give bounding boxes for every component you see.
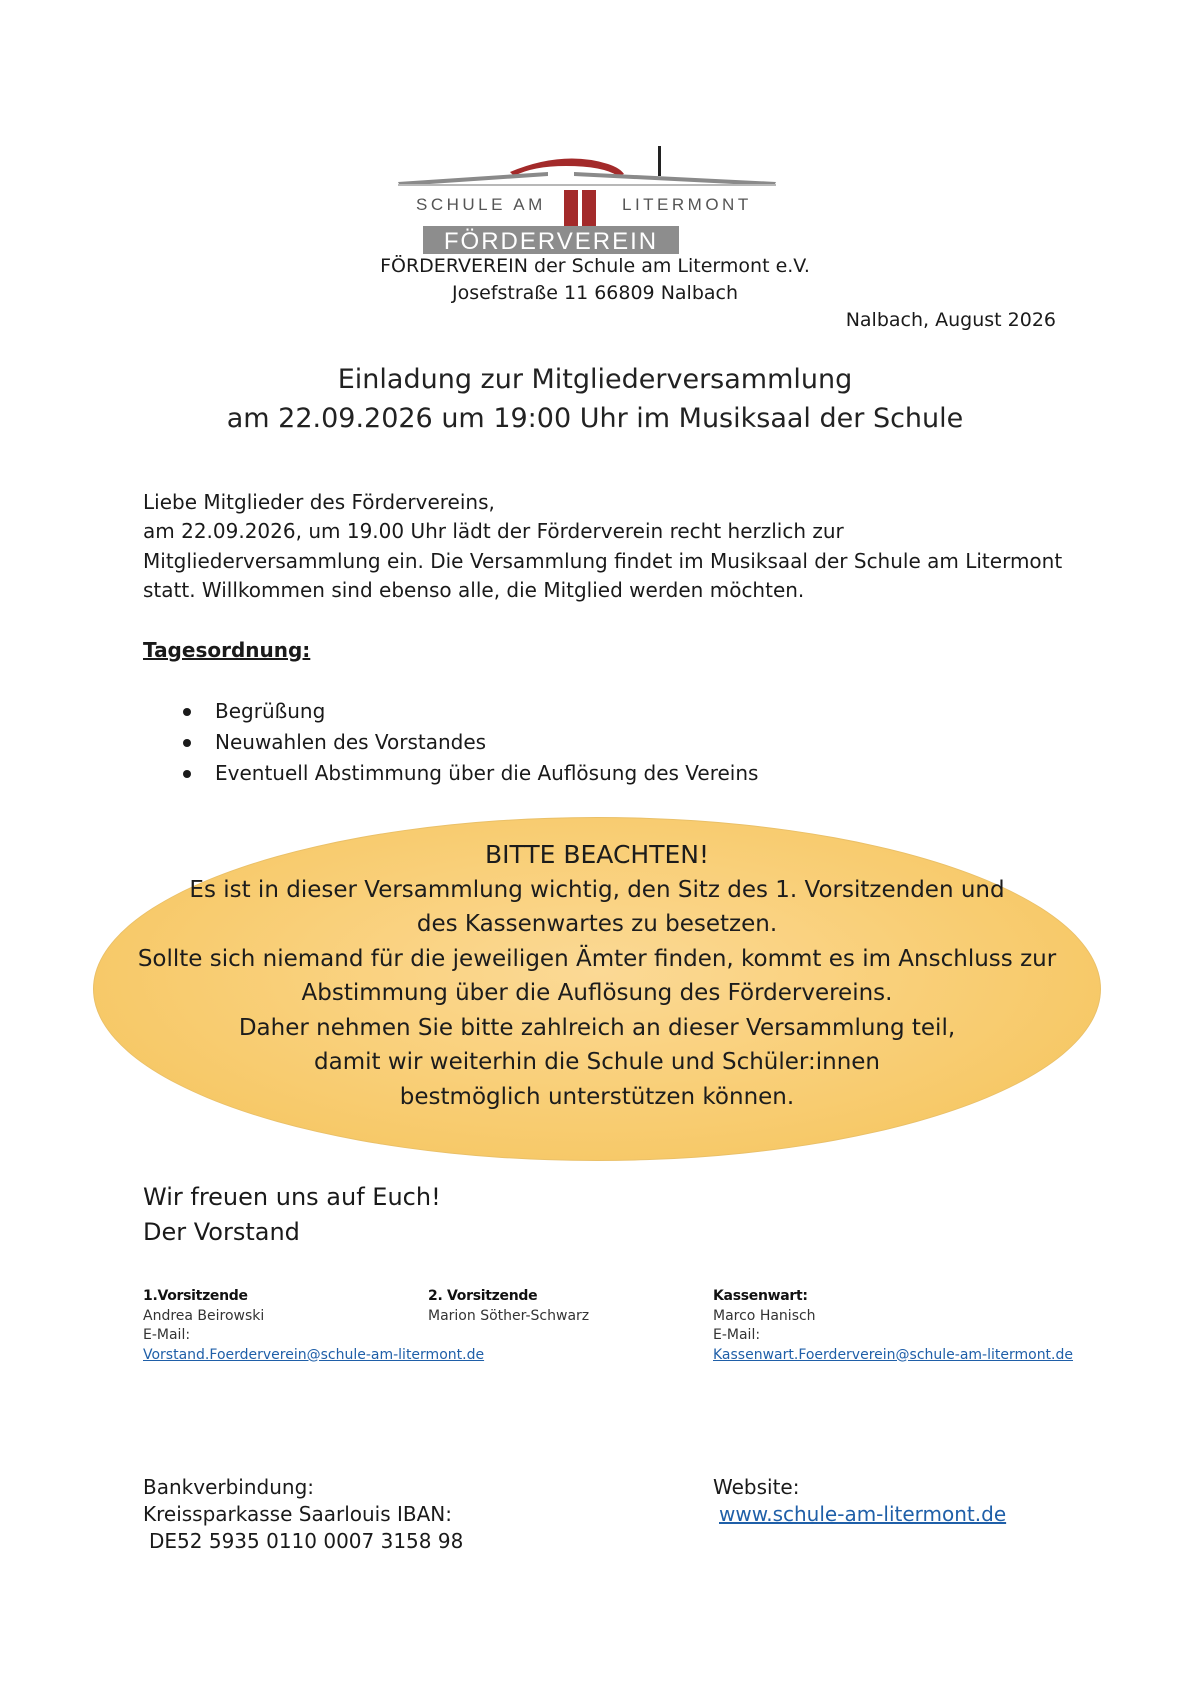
notice-line: bestmöglich unterstützen können. (399, 1083, 795, 1110)
contact-name: Andrea Beirowski (143, 1307, 265, 1324)
contact-email-label: E-Mail: (713, 1327, 761, 1343)
closing-line-2: Der Vorstand (143, 1218, 300, 1246)
logo-graphic (398, 142, 778, 254)
contact-role: Kassenwart: (713, 1288, 808, 1304)
contact-treasurer (713, 1287, 1073, 1365)
date-line: Nalbach, August 2026 (845, 309, 1056, 331)
contact-name: Marion Söther-Schwarz (428, 1307, 590, 1324)
agenda-title: Tagesordnung: (143, 638, 311, 662)
contact-second-chair (428, 1287, 589, 1326)
list-item (183, 758, 758, 789)
intro-paragraph: am 22.09.2026, um 19.00 Uhr lädt der Förderverein recht herzlich zur Mitgliederversammlung ein. Die Versammlung findet im Musiksaal der Schule am Litermont statt. Willkommen sind ebenso alle, die Mitglied werden möchten. (143, 519, 1063, 602)
bank-label: Bankverbindung: (143, 1475, 315, 1499)
list-item (183, 696, 758, 727)
notice-text (100, 838, 1094, 1114)
title-line-1: Einladung zur Mitgliederversammlung (337, 364, 853, 395)
bullet-icon (183, 739, 191, 747)
org-name: FÖRDERVEREIN der Schule am Litermont e.V. (380, 255, 810, 277)
notice-line: Sollte sich niemand für die jeweiligen Ämter finden, kommt es im Anschluss zur (137, 945, 1057, 972)
website-label: Website: (713, 1475, 800, 1499)
logo-right-text: LITERMONT (622, 195, 752, 214)
bullet-icon (183, 708, 191, 716)
list-item (183, 727, 758, 758)
closing-line-1: Wir freuen uns auf Euch! (143, 1183, 441, 1211)
iban: DE52 5935 0110 0007 3158 98 (149, 1529, 464, 1553)
bank-name: Kreissparkasse Saarlouis IBAN: (143, 1502, 452, 1526)
contact-email-label: E-Mail: (143, 1327, 191, 1343)
notice-title: BITTE BEACHTEN! (484, 840, 710, 869)
notice-line: Es ist in dieser Versammlung wichtig, den Sitz des 1. Vorsitzenden und (189, 876, 1005, 903)
contact-name: Marco Hanisch (713, 1307, 816, 1324)
agenda-list (183, 696, 758, 789)
agenda-item-text: Neuwahlen des Vorstandes (215, 730, 487, 754)
logo-left-text: SCHULE AM (416, 195, 546, 214)
notice-line: Abstimmung über die Auflösung des Fördervereins. (301, 980, 893, 1006)
contact-role: 1.Vorsitzende (143, 1288, 248, 1304)
title-line-2: am 22.09.2026 um 19:00 Uhr im Musiksaal der Schule (226, 403, 964, 434)
contact-email-link[interactable]: Kassenwart.Foerderverein@schule-am-litermont.de (713, 1346, 1074, 1363)
notice-line: damit wir weiterhin die Schule und Schüler:innen (314, 1049, 880, 1075)
contact-role: 2. Vorsitzende (428, 1288, 538, 1304)
greeting: Liebe Mitglieder des Fördervereins, (143, 490, 495, 514)
logo (398, 142, 778, 254)
agenda-item-text: Begrüßung (215, 699, 326, 723)
logo-banner-text: FÖRDERVEREIN (443, 228, 659, 254)
notice-line: des Kassenwartes zu besetzen. (416, 911, 778, 937)
org-address: Josefstraße 11 66809 Nalbach (451, 282, 739, 304)
agenda-item-text: Eventuell Abstimmung über die Auflösung des Vereins (215, 761, 759, 785)
website-link[interactable]: www.schule-am-litermont.de (719, 1502, 1007, 1526)
bank-details (143, 1474, 463, 1555)
bullet-icon (183, 770, 191, 778)
notice-line: Daher nehmen Sie bitte zahlreich an dieser Versammlung teil, (238, 1014, 956, 1041)
contact-email-link[interactable]: Vorstand.Foerderverein@schule-am-litermont.de (143, 1346, 485, 1363)
website-block (713, 1474, 1006, 1528)
